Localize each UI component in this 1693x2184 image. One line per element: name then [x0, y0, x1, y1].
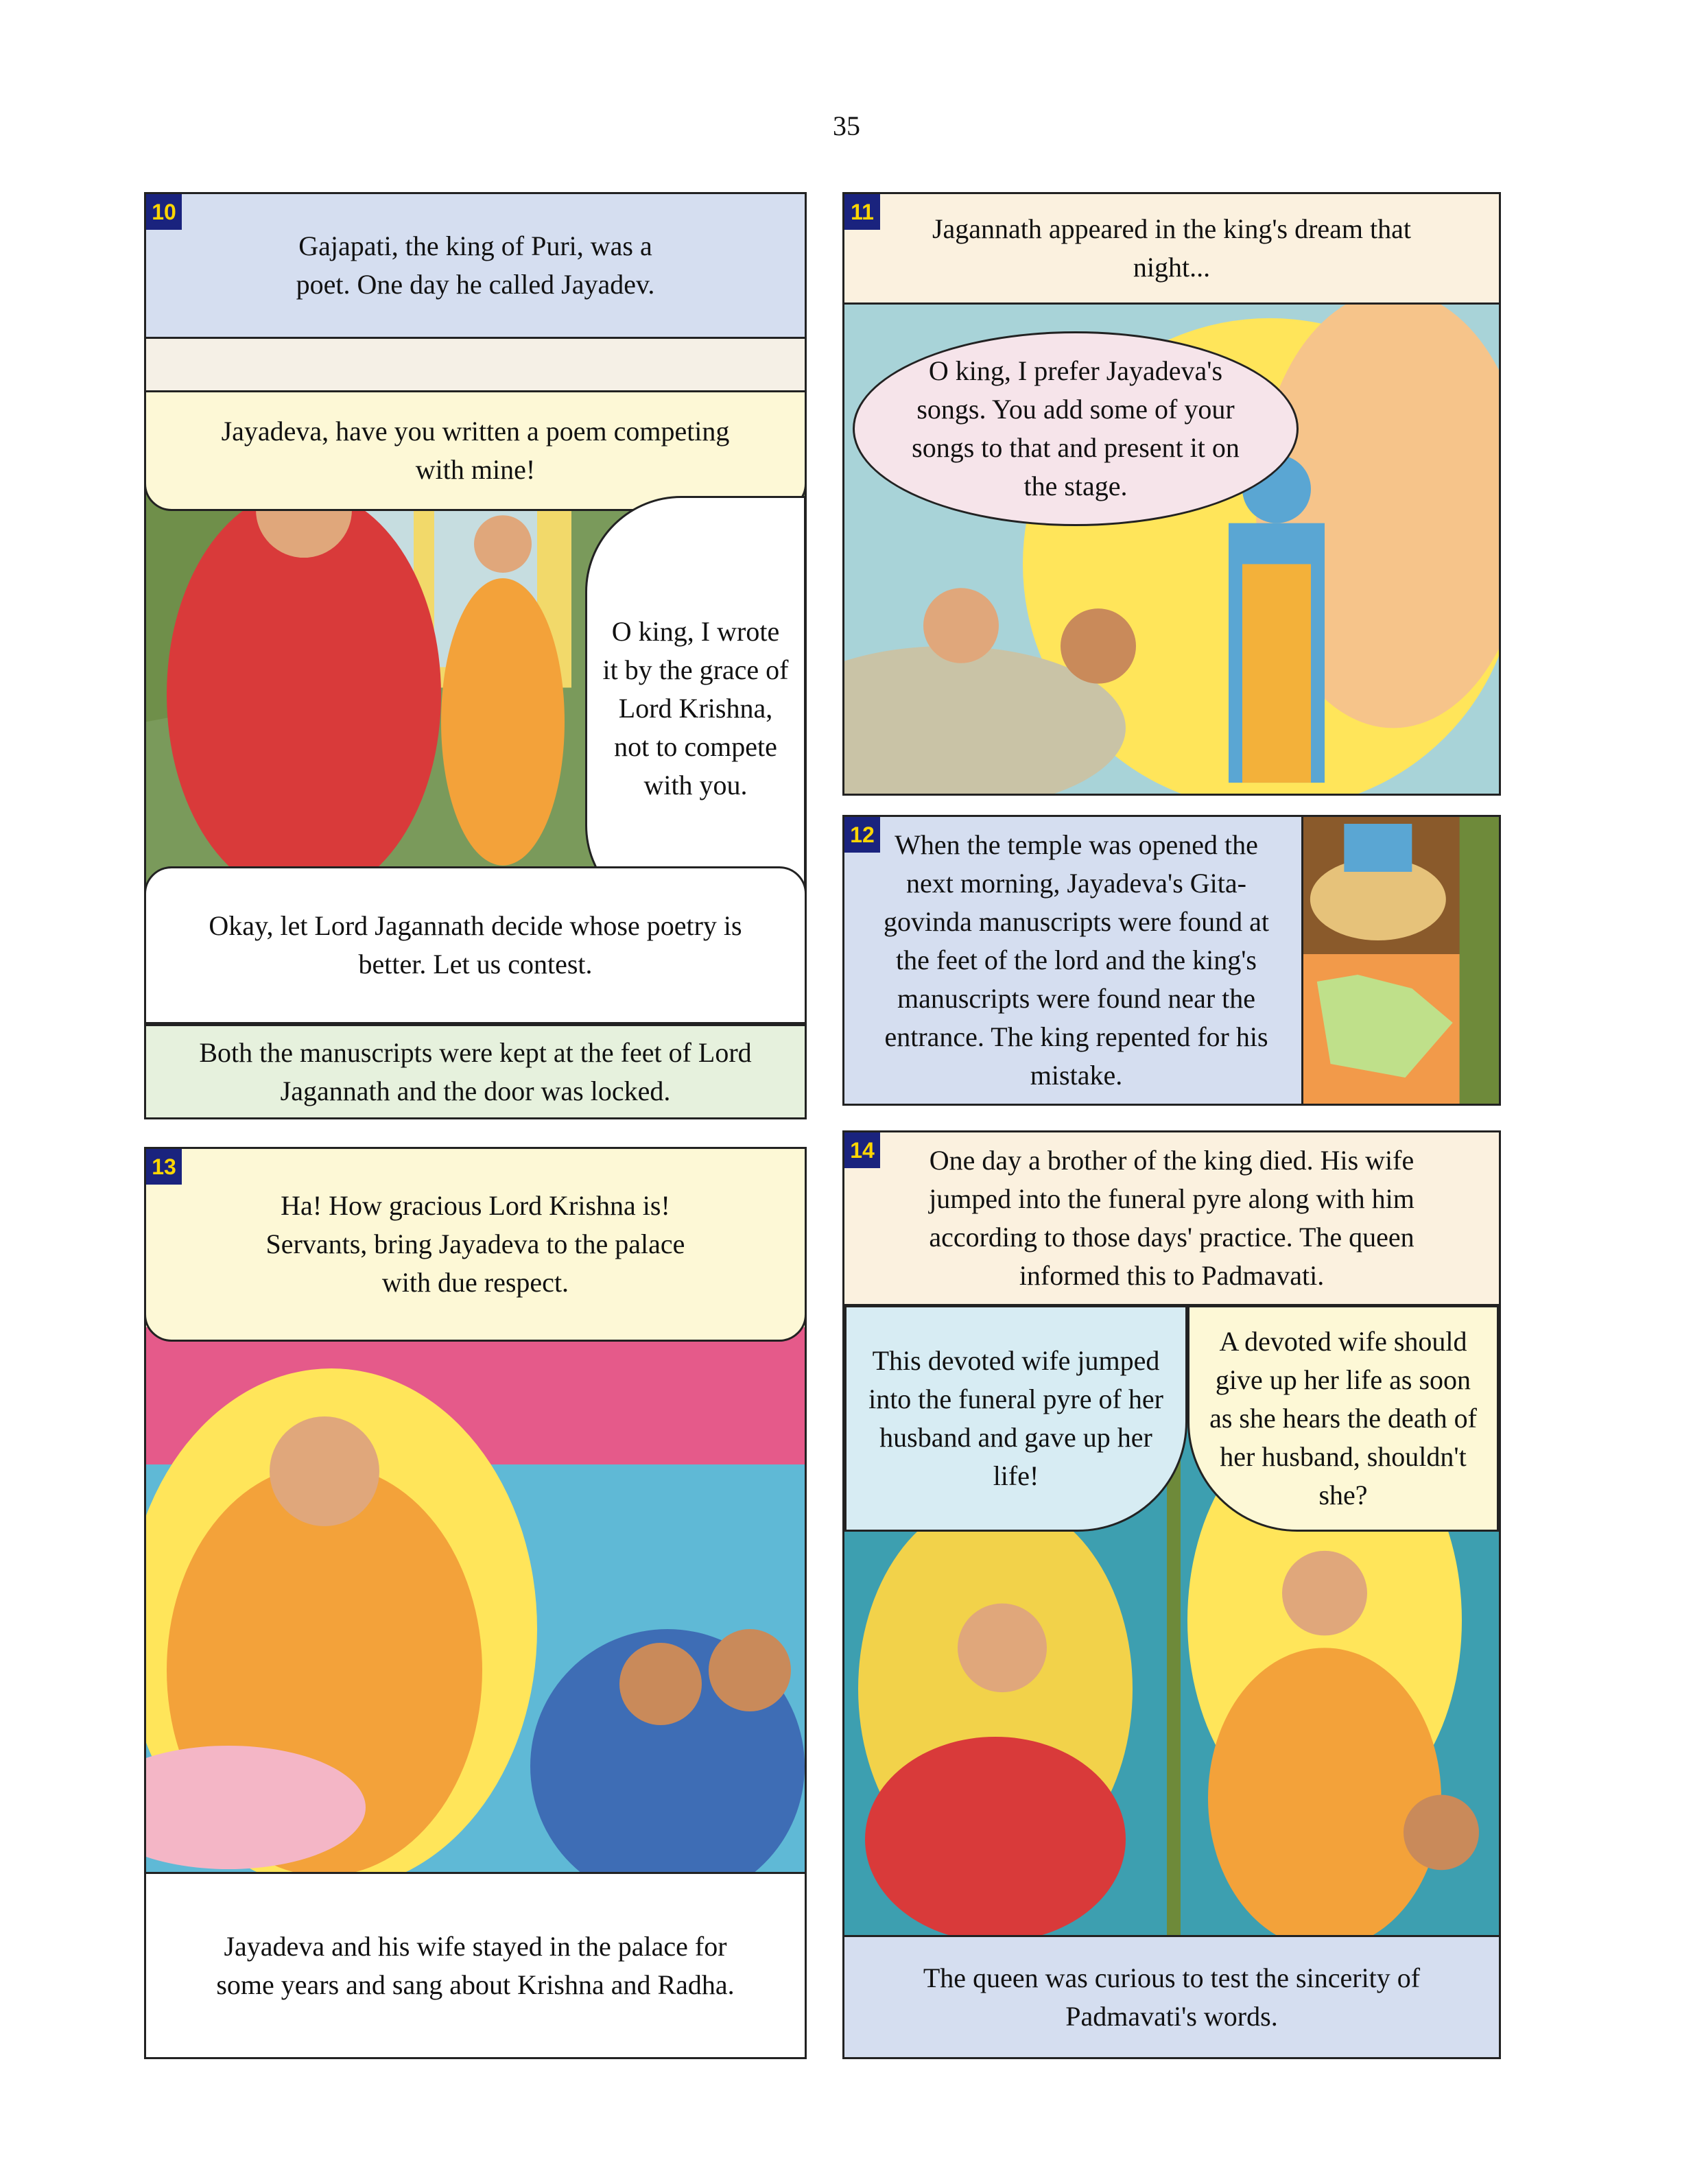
speech-bubble-king-decision: Okay, let Lord Jagannath decide whose poetry is better. Let us contest. [144, 866, 807, 1024]
speech-bubble-jayadeva: O king, I wrote it by the grace of Lord Krishna, not to compete with you. [585, 496, 806, 921]
panel-number-badge: 10 [146, 194, 182, 230]
panel-caption: One day a brother of the king died. His wife jumped into the funeral pyre along with him according to those days' practice. The queen informed this to Padmavati. [844, 1132, 1499, 1304]
panel-caption: Gajapati, the king of Puri, was a poet. One day he called Jayadev. [146, 194, 805, 337]
speech-bubble-queen: This devoted wife jumped into the funeral pyre of her husband and gave up her life! [844, 1305, 1187, 1532]
panel-footer-caption: The queen was curious to test the sincerity of Padmavati's words. [844, 1935, 1499, 2057]
speech-bubble-king: Ha! How gracious Lord Krishna is! Servants, bring Jayadeva to the palace with due respect. [144, 1147, 807, 1342]
panel-10 [144, 192, 807, 1119]
panel-number-badge: 12 [844, 817, 880, 853]
speech-bubble-padmavati: A devoted wife should give up her life as soon as she hears the death of her husband, shouldn't she? [1187, 1305, 1499, 1532]
panel-11 [842, 192, 1501, 796]
panel-14 [842, 1130, 1501, 2059]
panel-artwork [1301, 817, 1499, 1104]
panel-number-badge: 14 [844, 1132, 880, 1168]
speech-bubble-king: Jayadeva, have you written a poem competing with mine! [144, 390, 807, 511]
page-number: 35 [833, 110, 860, 141]
panel-caption: When the temple was opened the next morning, Jayadeva's Gita-govinda manuscripts were found at the feet of the lord and the king's manuscripts were found near the entrance. The king repented for his mistake. [844, 817, 1301, 1104]
speech-bubble-krishna: O king, I prefer Jayadeva's songs. You add some of your songs to that and present it on the stage. [853, 331, 1299, 526]
panel-13 [144, 1147, 807, 2059]
panel-footer-caption: Jayadeva and his wife stayed in the palace for some years and sang about Krishna and Radha. [146, 1872, 805, 2057]
panel-number-badge: 11 [844, 194, 880, 230]
panel-footer-caption: Both the manuscripts were kept at the feet of Lord Jagannath and the door was locked. [146, 1024, 805, 1117]
panel-number-badge: 13 [146, 1149, 182, 1185]
panel-caption: Jagannath appeared in the king's dream that night... [844, 194, 1499, 302]
panel-12 [842, 815, 1501, 1106]
